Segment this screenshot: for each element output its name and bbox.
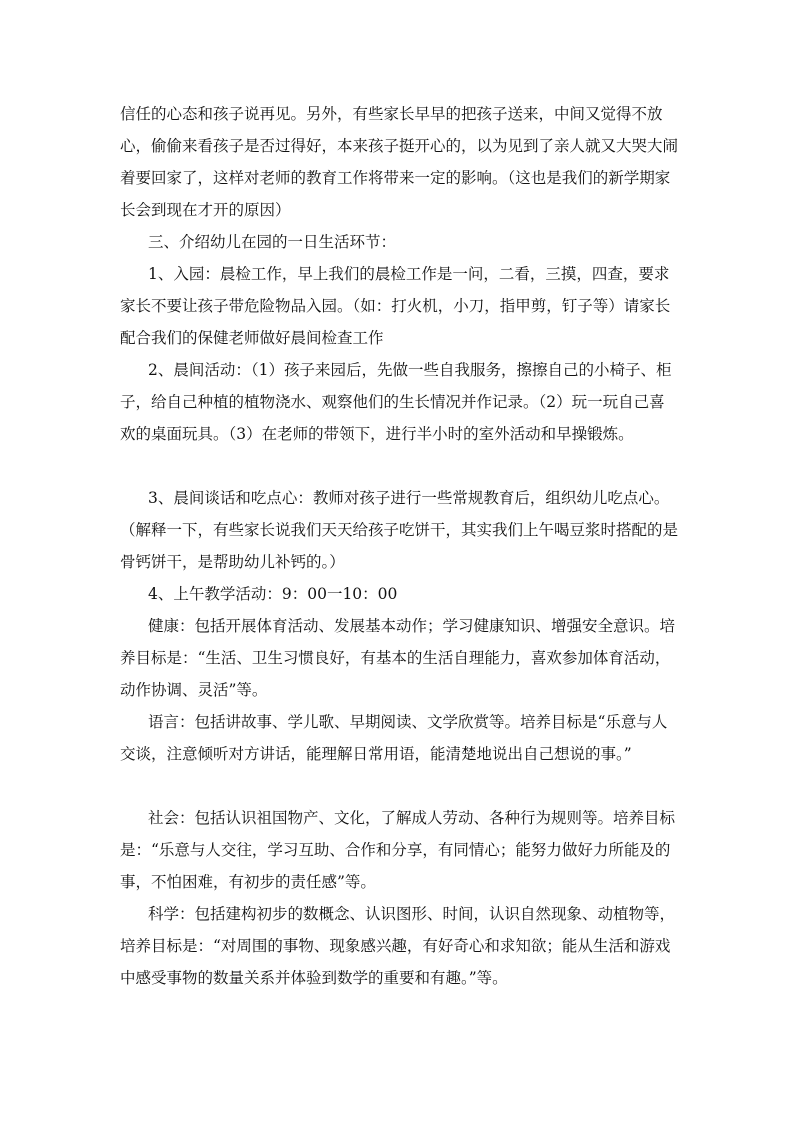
paragraph-arrival-check: 1、入园：晨检工作，早上我们的晨检工作是一问，二看，三摸，四查，要求家长不要让孩子带危险物品入园。（如：打火机，小刀，指甲剪，钉子等）请家长配合我们的保健老师做好晨间检查工作: [120, 265, 671, 347]
paragraph-health: 健康：包括开展体育活动、发展基本动作；学习健康知识、增强安全意识。培养目标是：“生活、卫生习惯良好，有基本的生活自理能力，喜欢参加体育活动，动作协调、灵活”等。: [120, 617, 676, 699]
paragraph-language: 语言：包括讲故事、学儿歌、早期阅读、文学欣赏等。培养目标是“乐意与人交谈，注意倾听对方讲话，能理解日常用语，能清楚地说出自己想说的事。”: [120, 713, 668, 763]
paragraph-morning-activities: 2、晨间活动：（1）孩子来园后，先做一些自我服务，擦擦自己的小椅子、柜子，给自己种植的植物浇水、观察他们的生长情况并作记录。（2）玩一玩自己喜欢的桌面玩具。（3）在老师的带领下，进行半小时的室外活动和早操锻炼。: [120, 361, 672, 443]
paragraph-parent-trust: 信任的心态和孩子说再见。另外，有些家长早早的把孩子送来，中间又觉得不放心，偷偷来看孩子是否过得好，本来孩子挺开心的，以为见到了亲人就又大哭大闹着要回家了，这样对老师的教育工作将带来一定的影响。（这也是我们的新学期家长会到现在才开的原因）: [120, 105, 679, 219]
paragraph-morning-teaching-time: 4、上午教学活动：9：00一10：00: [148, 585, 398, 603]
paragraph-society: 社会：包括认识祖国物产、文化，了解成人劳动、各种行为规则等。培养目标是：“乐意与人交往，学习互助、合作和分享，有同情心；能努力做好力所能及的事，不怕困难，有初步的责任感”等。: [120, 809, 676, 891]
section-heading-daily-routine: 三、介绍幼儿在园的一日生活环节：: [148, 233, 397, 251]
paragraph-morning-talk-snack: 3、晨间谈话和吃点心：教师对孩子进行一些常规教育后，组织幼儿吃点心。（解释一下，有些家长说我们天天给孩子吃饼干，其实我们上午喝豆浆时搭配的是骨钙饼干，是帮助幼儿补钙的。）: [120, 489, 679, 571]
paragraph-science: 科学：包括建构初步的数概念、认识图形、时间，认识自然现象、动植物等，培养目标是：“对周围的事物、现象感兴趣，有好奇心和求知欲；能从生活和游戏中感受事物的数量关系并体验到数学的重要和有趣。”等。: [120, 905, 676, 987]
